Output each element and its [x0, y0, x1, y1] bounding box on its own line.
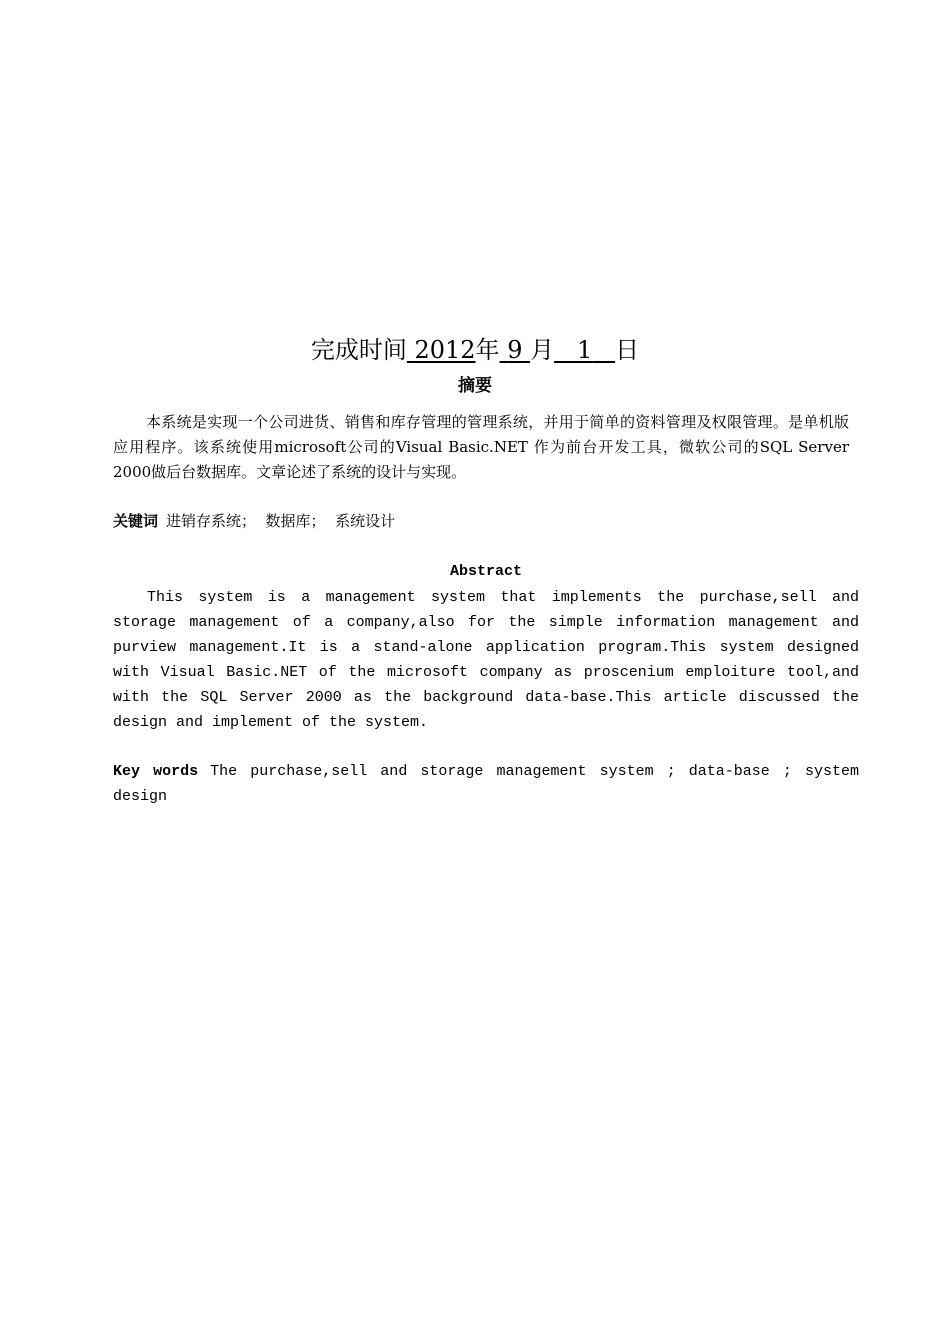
keywords-en-label: Key words	[113, 763, 199, 780]
completion-year-unit: 年	[475, 336, 500, 364]
completion-month: 9	[507, 336, 523, 364]
abstract-cn-heading: 摘要	[458, 376, 492, 396]
completion-date	[0, 334, 950, 366]
keywords-en	[113, 759, 859, 809]
abstract-en-body: This system is a management system that implements the purchase,sell and storage management of a company,also for the simple information management and purview management.It is a stand-alone application program.This system designed with Visual Basic.NET of the microsoft company as proscenium emploiture tool,and with the SQL Server 2000 as the background data-base.This article discussed the design and implement of the system.	[113, 589, 859, 731]
keywords-cn-label: 关键词	[113, 512, 159, 530]
keywords-cn-text: 进销存系统； 数据库； 系统设计	[166, 512, 396, 530]
keywords-cn	[113, 509, 849, 534]
completion-day-unit: 日	[615, 336, 640, 364]
keywords-en-text: The purchase,sell and storage management system ; data-base ; system design	[113, 763, 859, 805]
abstract-cn-body: 本系统是实现一个公司进货、销售和库存管理的管理系统，并用于简单的资料管理及权限管理。是单机版应用程序。该系统使用microsoft公司的Visual Basic.NET 作为前台开发工具，微软公司的SQL Server 2000做后台数据库。文章论述了系统的设计与实现。	[113, 413, 849, 481]
completion-year: 2012	[414, 336, 476, 364]
completion-month-unit: 月	[530, 336, 555, 364]
abstract-en-heading: Abstract	[449, 563, 522, 580]
completion-label: 完成时间	[310, 336, 407, 364]
completion-day: 1	[577, 336, 593, 364]
